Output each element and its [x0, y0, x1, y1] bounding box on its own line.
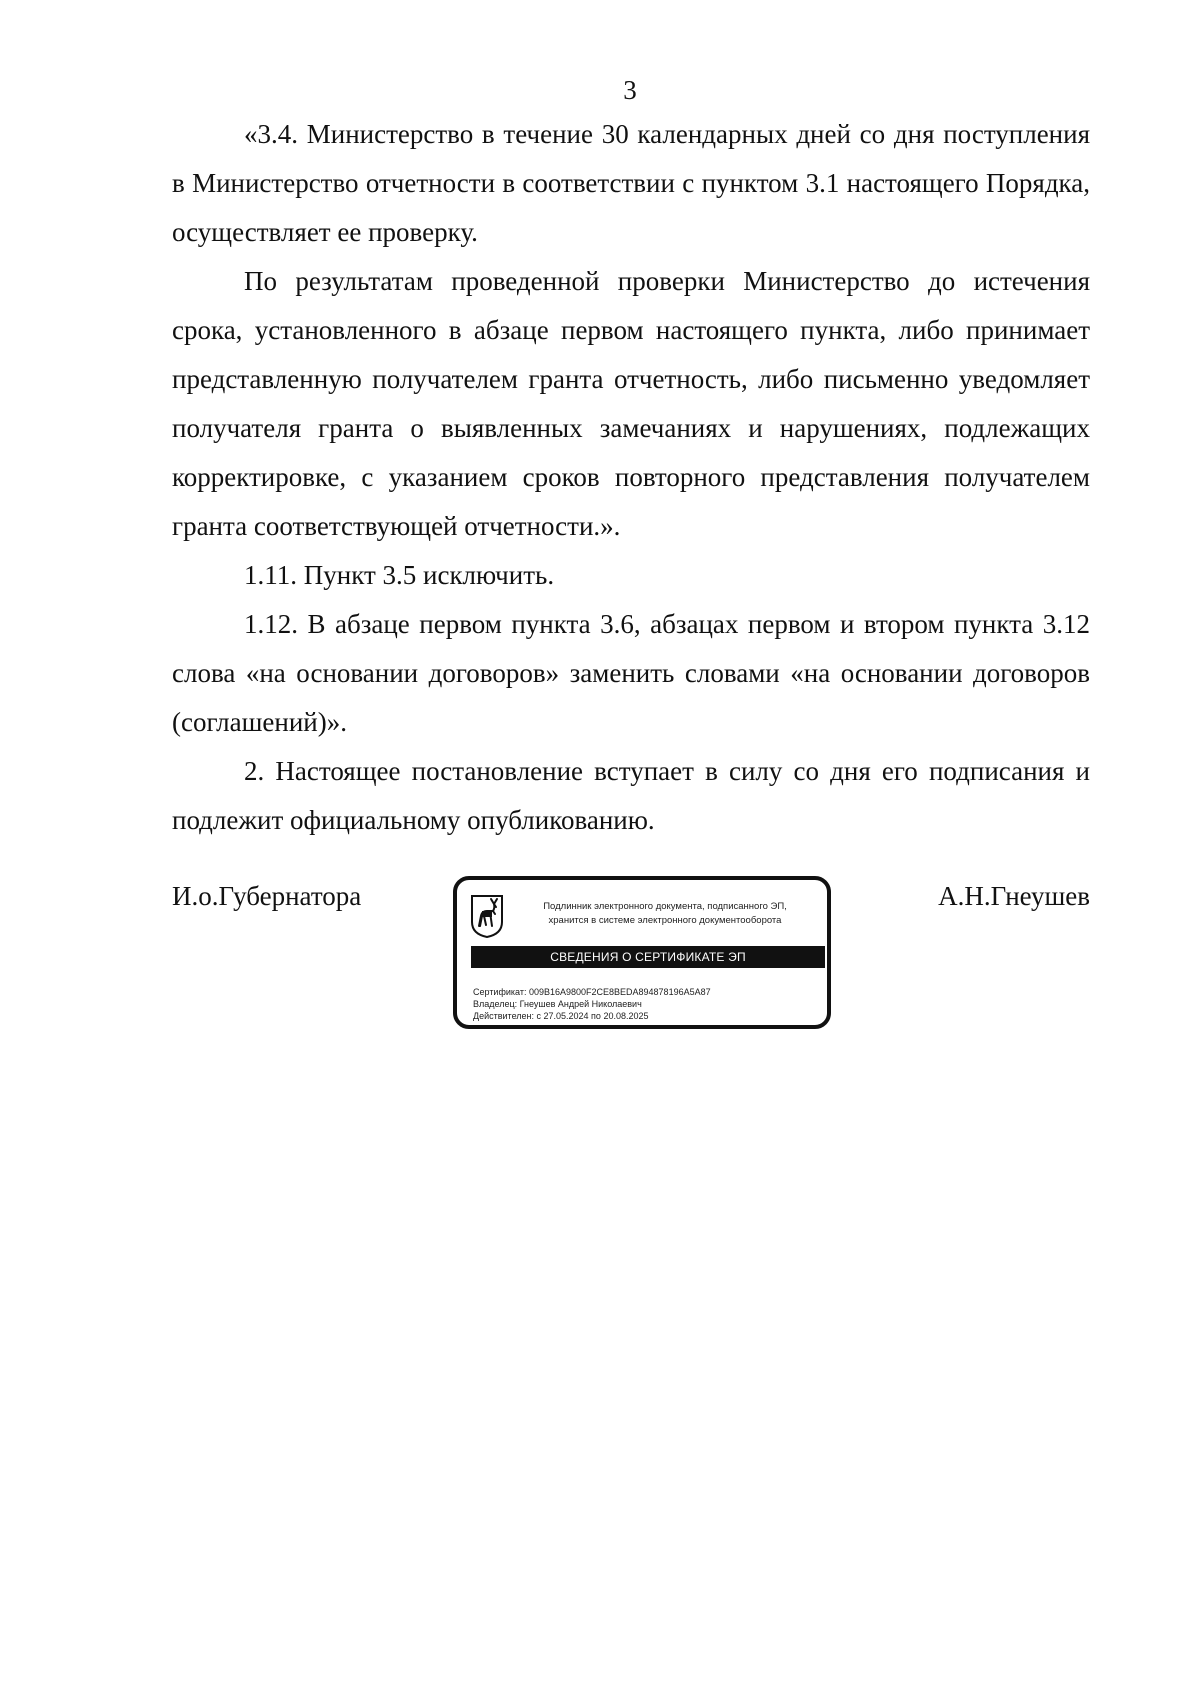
stamp-header-line: хранится в системе электронного документооборота [548, 915, 782, 926]
paragraph: По результатам проведенной проверки Министерство до истечения срока, установленного в абзаце первом настоящего пункта, либо принимает представленную получателем гранта отчетность, либо письменно уведомляет получателя гранта о выявленных замечаниях и нарушениях, подлежащих корректировке, с указанием сроков повторного представления получателем гранта соответствующей отчетности.». [172, 266, 1090, 541]
paragraph: «3.4. Министерство в течение 30 календарных дней со дня поступления в Министерство отчетности в соответствии с пунктом 3.1 настоящего Порядка, осуществляет ее проверку. [172, 119, 1090, 247]
paragraph: 1.12. В абзаце первом пункта 3.6, абзацах первом и втором пункта 3.12 слова «на основании договоров» заменить словами «на основании договоров (соглашений)». [172, 609, 1090, 737]
signatory-name: А.Н.Гнеушев [938, 881, 1090, 911]
stamp-header [515, 900, 815, 928]
signatory-position: И.о.Губернатора [172, 881, 362, 911]
certificate-title: СВЕДЕНИЯ О СЕРТИФИКАТЕ ЭП [471, 946, 825, 968]
certificate-number: Сертификат: 009B16A9800F2CE8BEDA894878196A5A87 [473, 987, 711, 997]
electronic-signature-stamp [453, 876, 831, 1029]
stamp-header-line: Подлинник электронного документа, подписанного ЭП, [543, 901, 787, 912]
paragraph: 1.11. Пункт 3.5 исключить. [244, 560, 555, 590]
document-body [172, 110, 1090, 845]
certificate-owner: Владелец: Гнеушев Андрей Николаевич [473, 999, 642, 1009]
certificate-details [473, 986, 823, 1022]
deer-coat-of-arms-icon [470, 894, 504, 938]
certificate-validity: Действителен: с 27.05.2024 по 20.08.2025 [473, 1011, 649, 1021]
paragraph: 2. Настоящее постановление вступает в силу со дня его подписания и подлежит официальному опубликованию. [172, 756, 1090, 835]
page-number: 3 [623, 75, 637, 105]
